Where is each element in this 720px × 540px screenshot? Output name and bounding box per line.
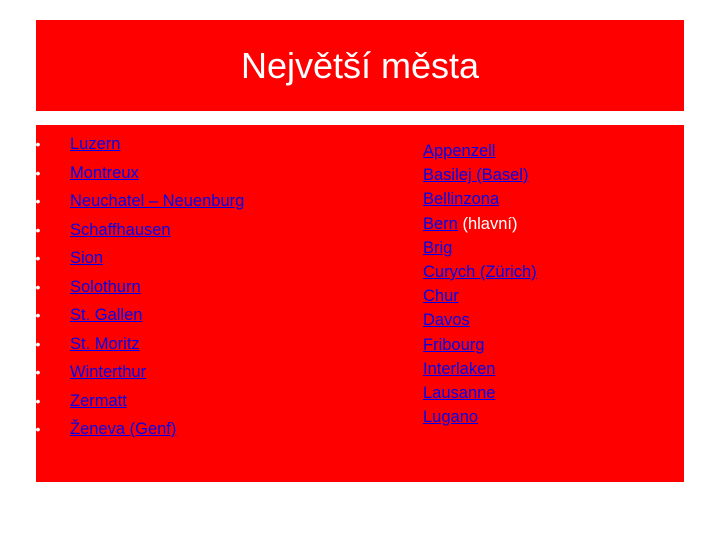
city-link[interactable]: St. Gallen [70, 306, 143, 324]
city-link[interactable]: Luzern [70, 135, 121, 153]
bullet-icon: • [35, 193, 41, 209]
right-city-item [423, 381, 537, 405]
slide-title: Největší města [240, 45, 480, 86]
right-city-item [423, 212, 537, 236]
city-link[interactable]: Curych (Zürich) [423, 262, 537, 281]
bullet-icon: • [35, 136, 41, 152]
bullet-icon: • [35, 392, 41, 409]
city-link[interactable]: Neuchatel – Neuenburg [70, 192, 245, 210]
right-city-item [423, 260, 537, 284]
right-city-item [423, 163, 537, 187]
city-link[interactable]: Lugano [423, 408, 479, 427]
right-city-item [423, 405, 537, 429]
city-link[interactable]: Lausanne [423, 383, 496, 402]
city-link[interactable]: Appenzell [423, 142, 496, 160]
city-link[interactable]: Bellinzona [423, 190, 500, 209]
capital-note: (hlavní) [457, 214, 518, 233]
city-link[interactable]: Chur [423, 287, 459, 306]
right-city-item [423, 236, 537, 260]
right-city-item [423, 187, 537, 211]
city-link[interactable]: Davos [423, 311, 470, 330]
content-panel [36, 125, 684, 482]
city-link[interactable]: St. Moritz [70, 334, 140, 353]
right-city-item [423, 333, 537, 357]
city-link[interactable]: Winterthur [70, 363, 147, 381]
city-link[interactable]: Brig [423, 238, 453, 257]
city-link[interactable]: Zermatt [70, 391, 127, 410]
right-city-item [423, 308, 537, 332]
right-city-list [423, 139, 537, 429]
bullet-icon: • [35, 335, 41, 352]
bullet-icon: • [35, 250, 41, 266]
bullet-icon: • [35, 421, 41, 437]
city-link[interactable]: Ženeva (Genf) [70, 420, 177, 438]
bullet-icon: • [35, 307, 41, 323]
city-link[interactable]: Interlaken [423, 359, 496, 378]
bullet-icon: • [35, 221, 41, 238]
city-link[interactable]: Sion [70, 249, 104, 267]
city-link[interactable]: Bern [423, 214, 458, 233]
city-link[interactable]: Schaffhausen [70, 220, 171, 239]
city-link[interactable]: Montreux [70, 163, 139, 182]
bullet-icon: • [35, 278, 41, 295]
right-city-item [423, 284, 537, 308]
city-link[interactable]: Basilej (Basel) [423, 166, 529, 185]
right-city-item [423, 357, 537, 381]
city-link[interactable]: Fribourg [423, 335, 485, 354]
title-bar [36, 20, 684, 111]
bullet-icon: • [35, 164, 41, 181]
city-link[interactable]: Solothurn [70, 277, 141, 296]
bullet-icon: • [35, 364, 41, 380]
right-city-item [423, 139, 537, 163]
